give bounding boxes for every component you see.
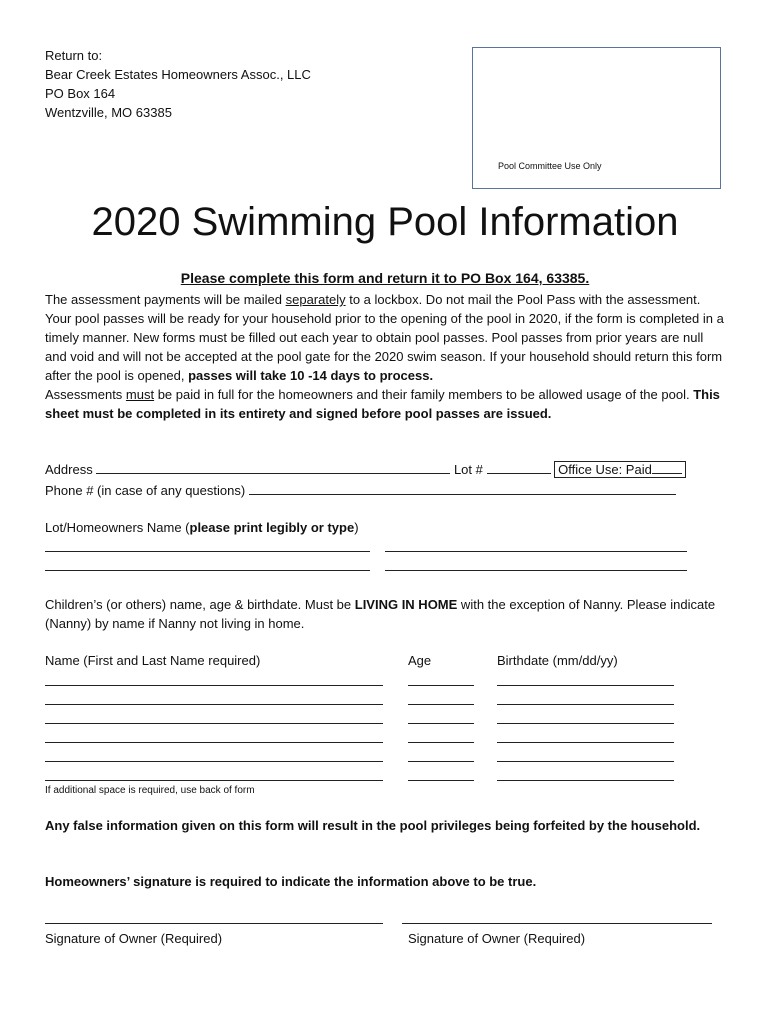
text-span: with the exception of Nanny. Please indicate (Nanny) by name if Nanny not living in home. bbox=[45, 597, 716, 631]
owner-signature-field-2[interactable] bbox=[402, 923, 712, 924]
header-birthdate: Birthdate (mm/dd/yy) bbox=[497, 653, 618, 668]
child-birthdate-field[interactable] bbox=[497, 704, 674, 705]
office-use-paid-field bbox=[652, 460, 682, 474]
text-span: to a lockbox. Do not mail the Pool Pass with the assessment. bbox=[345, 292, 701, 307]
office-use-box bbox=[554, 461, 686, 478]
text-span: The assessment payments will be mailed bbox=[45, 292, 286, 307]
child-name-field[interactable] bbox=[45, 723, 383, 724]
child-birthdate-field[interactable] bbox=[497, 685, 674, 686]
bold-text: LIVING IN HOME bbox=[354, 597, 458, 612]
signature-label-2: Signature of Owner (Required) bbox=[408, 931, 586, 946]
header-name: Name (First and Last Name required) bbox=[45, 653, 261, 668]
child-age-field[interactable] bbox=[408, 780, 474, 781]
underlined-text: must bbox=[125, 387, 155, 402]
text-span: ) bbox=[354, 520, 359, 535]
child-birthdate-field[interactable] bbox=[497, 780, 674, 781]
phone-row bbox=[45, 481, 676, 500]
address-field[interactable] bbox=[96, 460, 450, 474]
child-birthdate-field[interactable] bbox=[497, 723, 674, 724]
phone-label: Phone # (in case of any questions) bbox=[45, 483, 246, 498]
homeowner-name-field-2[interactable] bbox=[385, 551, 687, 552]
text-span: Lot/Homeowners Name ( bbox=[45, 520, 190, 535]
return-label: Return to: bbox=[45, 48, 103, 63]
address-row bbox=[45, 460, 686, 479]
child-name-field[interactable] bbox=[45, 742, 383, 743]
return-line-1: Bear Creek Estates Homeowners Assoc., LLC bbox=[45, 67, 311, 82]
return-address bbox=[45, 46, 311, 122]
lot-label: Lot # bbox=[453, 462, 483, 477]
return-line-2: PO Box 164 bbox=[45, 86, 116, 101]
underlined-text: separately bbox=[285, 292, 346, 307]
homeowner-name-field-1[interactable] bbox=[45, 551, 370, 552]
lot-field[interactable] bbox=[487, 460, 551, 474]
bold-text: please print legibly or type bbox=[189, 520, 355, 535]
child-birthdate-field[interactable] bbox=[497, 761, 674, 762]
instruction-heading: Please complete this form and return it to PO Box 164, 63385. bbox=[180, 270, 590, 286]
child-name-field[interactable] bbox=[45, 780, 383, 781]
office-use-label: Office Use: Paid bbox=[558, 462, 652, 477]
child-birthdate-field[interactable] bbox=[497, 742, 674, 743]
child-age-field[interactable] bbox=[408, 704, 474, 705]
paragraph-payment bbox=[45, 385, 725, 423]
bold-text: This sheet must be completed in its entirety and signed before pool passes are issued. bbox=[45, 387, 720, 421]
paragraph-assessment bbox=[45, 290, 725, 309]
text-span: Assessments bbox=[45, 387, 126, 402]
child-age-field[interactable] bbox=[408, 761, 474, 762]
owner-signature-field-1[interactable] bbox=[45, 923, 383, 924]
child-name-field[interactable] bbox=[45, 704, 383, 705]
return-line-3: Wentzville, MO 63385 bbox=[45, 105, 172, 120]
phone-field[interactable] bbox=[249, 481, 676, 495]
text-span: Children’s (or others) name, age & birthdate. Must be bbox=[45, 597, 355, 612]
child-name-field[interactable] bbox=[45, 685, 383, 686]
additional-space-note: If additional space is required, use back of form bbox=[45, 785, 255, 796]
child-age-field[interactable] bbox=[408, 685, 474, 686]
child-age-field[interactable] bbox=[408, 742, 474, 743]
address-label: Address bbox=[45, 462, 93, 477]
header-age: Age bbox=[408, 653, 432, 668]
child-name-field[interactable] bbox=[45, 761, 383, 762]
info-paragraph bbox=[45, 290, 725, 423]
signature-requirement: Homeowners’ signature is required to indicate the information above to be true. bbox=[45, 874, 537, 889]
text-span: be paid in full for the homeowners and their family members to be allowed usage of the pool. bbox=[154, 387, 694, 402]
bold-text: passes will take 10 -14 days to process. bbox=[188, 368, 434, 383]
homeowners-name-label bbox=[45, 518, 359, 537]
child-age-field[interactable] bbox=[408, 723, 474, 724]
signature-label-1: Signature of Owner (Required) bbox=[45, 931, 223, 946]
pool-committee-label: Pool Committee Use Only bbox=[498, 161, 602, 171]
false-info-warning: Any false information given on this form will result in the pool privileges being forfeited by the household. bbox=[45, 818, 701, 833]
children-instructions bbox=[45, 595, 735, 633]
paragraph-passes bbox=[45, 309, 725, 385]
homeowner-name-field-3[interactable] bbox=[45, 570, 370, 571]
text-span: Your pool passes will be ready for your household prior to the opening of the pool in 2020, if the form is completed in a timely manner. New forms must be filled out each year to obtain pool passes. Pool passes from prior years are null and void and will not be accepted at the pool gate for the 2020 swim season. If your household should return this form after the pool is opened, bbox=[45, 311, 724, 383]
page-title: 2020 Swimming Pool Information bbox=[91, 200, 679, 244]
homeowner-name-field-4[interactable] bbox=[385, 570, 687, 571]
